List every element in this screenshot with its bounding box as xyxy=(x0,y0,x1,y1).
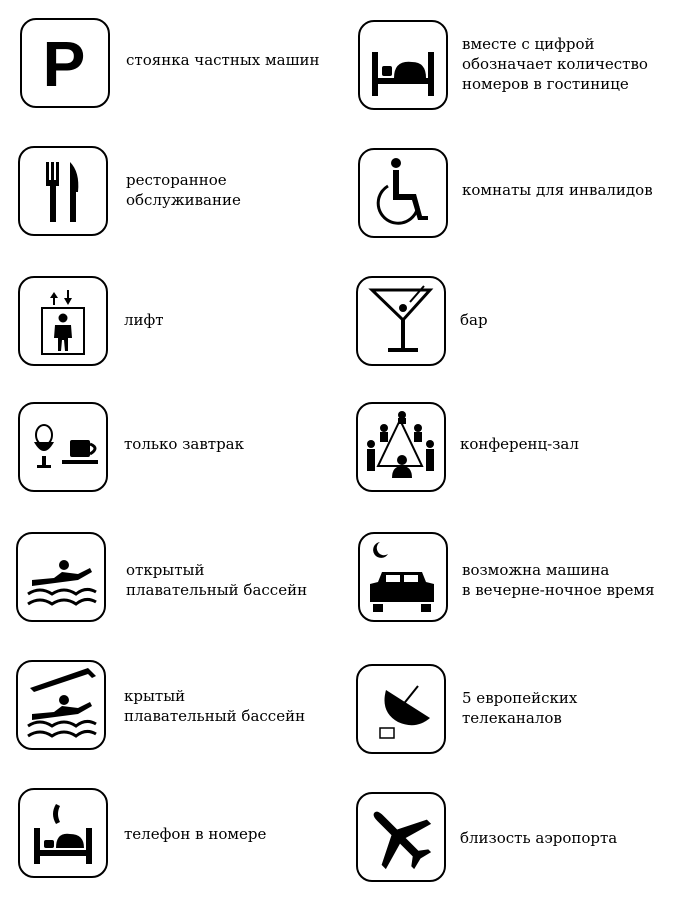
parking-icon xyxy=(20,18,110,108)
wheelchair-icon xyxy=(358,148,448,238)
phone-bed-icon xyxy=(18,788,108,878)
legend-caption: комнаты для инвалидов xyxy=(462,181,653,199)
indoor-pool-icon xyxy=(16,660,106,750)
legend-caption: только завтрак xyxy=(124,435,244,453)
legend-caption: бар xyxy=(460,311,488,329)
breakfast-icon xyxy=(18,402,108,492)
satellite-dish-icon xyxy=(356,664,446,754)
bed-icon xyxy=(358,20,448,110)
night-car-icon xyxy=(358,532,448,622)
svg-text:P: P xyxy=(42,28,86,100)
legend-caption: конференц-зал xyxy=(460,435,579,453)
cocktail-glass-icon xyxy=(356,276,446,366)
legend-caption: возможна машина в вечерне-ночное время xyxy=(462,561,655,599)
fork-knife-icon xyxy=(18,146,108,236)
conference-table-icon xyxy=(356,402,446,492)
legend-caption: близость аэропорта xyxy=(460,829,618,847)
legend-caption: вместе с цифрой обозначает количество номеров в гостинице xyxy=(462,35,648,93)
legend-caption: открытый плавательный бассейн xyxy=(126,561,308,599)
legend-caption: телефон в номере xyxy=(124,825,267,843)
airplane-icon xyxy=(356,792,446,882)
legend-caption: крытый плавательный бассейн xyxy=(124,687,306,725)
legend-caption: лифт xyxy=(124,311,164,329)
legend-caption: ресторанное обслуживание xyxy=(126,171,241,209)
legend-caption: 5 европейских телеканалов xyxy=(462,689,578,727)
outdoor-pool-icon xyxy=(16,532,106,622)
legend-caption: стоянка частных машин xyxy=(126,51,320,69)
elevator-icon xyxy=(18,276,108,366)
